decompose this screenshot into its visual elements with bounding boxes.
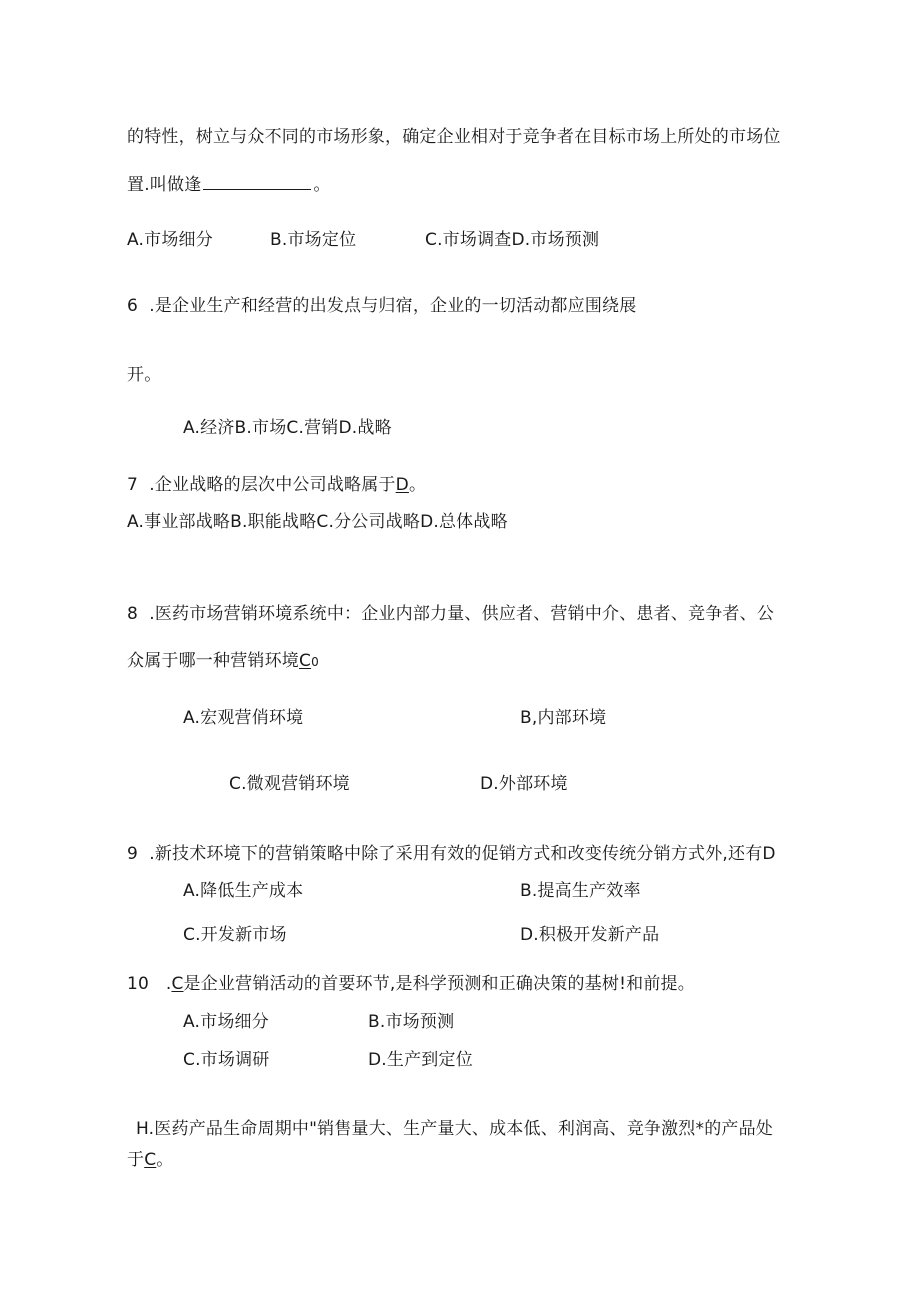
q8-stem-line1: 8 .医药市场营销环境系统中：企业内部力量、供应者、营销中介、患者、竞争者、公 [127, 604, 775, 624]
q8-answer: C [299, 651, 312, 671]
q8-stem-line2 [127, 650, 319, 673]
q10-option-d: D.生产到定位 [368, 1050, 473, 1070]
q7-options: A.事业部战略B.职能战略C.分公司战略D.总体战略 [127, 512, 508, 532]
q10-number: 10 . [127, 974, 172, 994]
q8-option-d: D.外部环境 [480, 774, 568, 794]
q5-stem-line2 [127, 174, 331, 196]
q9-option-b: B.提高生产效率 [520, 881, 641, 901]
q10-option-b: B.市场预测 [368, 1012, 455, 1032]
q5-stem-line2-text: 置.叫做逢 [127, 175, 202, 195]
q11-stem-line2-text: 于 [127, 1150, 145, 1170]
q10-option-c: C.市场调研 [183, 1050, 270, 1070]
q5-answer-blank [203, 175, 311, 190]
q9-stem: 9 .新技术环境下的营销策略中除了采用有效的促销方式和改变传统分销方式外,还有D [127, 844, 776, 864]
q9-option-d: D.积极开发新产品 [520, 925, 660, 945]
q9-option-a: A.降低生产成本 [183, 881, 304, 901]
q6-stem-line2: 开。 [127, 365, 162, 385]
q7-answer: D [395, 475, 409, 495]
q11-stem-line2-end: 。 [156, 1150, 174, 1170]
q11-answer: C [144, 1150, 157, 1170]
q7-stem [127, 474, 426, 496]
q7-stem-end: 。 [408, 475, 427, 495]
q5-option-a: A.市场细分 [127, 230, 213, 250]
q9-option-c: C.开发新市场 [183, 925, 287, 945]
q5-stem-line2-end: 。 [313, 175, 331, 195]
q11-stem-line2 [127, 1149, 173, 1171]
q8-option-b: B,内部环境 [520, 708, 607, 728]
q8-option-c: C.微观营销环境 [229, 774, 350, 794]
q8-option-a: A.宏观营俏环境 [183, 708, 304, 728]
q10-stem [127, 973, 695, 995]
q5-option-cd: C.市场调查D.市场预测 [425, 230, 600, 250]
q8-stem-line2-text: 众属于哪一种营销环境 [127, 651, 299, 671]
q11-stem-line1: H.医药产品生命周期中"销售量大、生产量大、成本低、利润高、竞争激烈*的产品处 [136, 1119, 774, 1139]
q6-options: A.经济B.市场C.营销D.战略 [183, 418, 392, 438]
q5-stem-line1: 的特性，树立与众不同的市场形象，确定企业相对于竞争者在目标市场上所处的市场位 [127, 127, 781, 147]
q8-stem-line2-end: 0 [311, 655, 319, 669]
q10-answer: C [171, 974, 184, 994]
q10-option-a: A.市场细分 [183, 1012, 269, 1032]
q6-stem-line1: 6 .是企业生产和经营的出发点与归宿，企业的一切活动都应围绕展 [127, 296, 637, 316]
q5-option-b: B.市场定位 [270, 230, 357, 250]
q10-stem-text: 是企业营销活动的首要环节,是科学预测和正确决策的基树!和前提。 [183, 974, 695, 994]
q7-stem-text: 7 .企业战略的层次中公司战略属于 [127, 475, 396, 495]
